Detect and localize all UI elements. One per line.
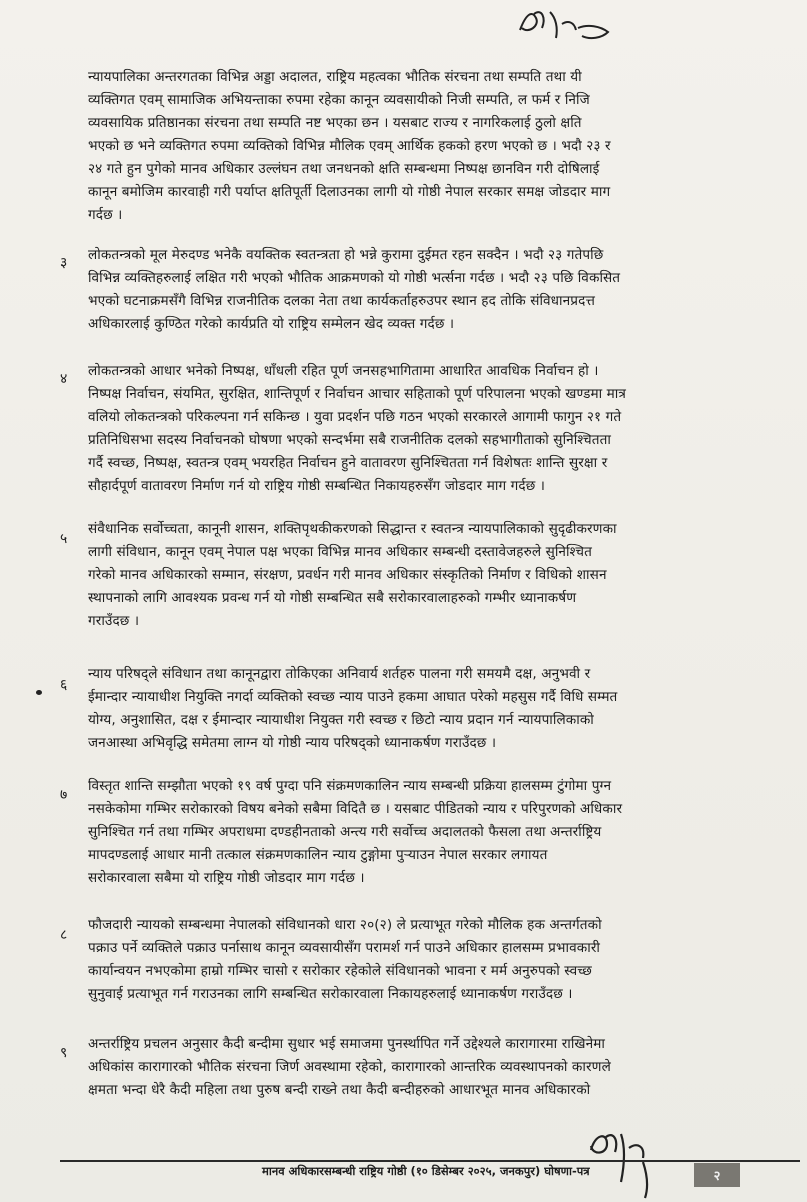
paragraph-number-5: ५ xyxy=(60,531,68,547)
paragraph-9: अन्तर्राष्ट्रिय प्रचलन अनुसार कैदी बन्दीमा सुधार भई समाजमा पुनर्स्थापित गर्ने उद्देश्यले कारागारमा राखिनेमा अधिकांस कारागारको भौतिक संरचना जिर्ण अवस्थामा रहेको, कारागारको आन्तरिक व्यवस्थापनको कारणले क्षमता भन्दा धेरै कैदी महिला तथा पुरुष बन्दी राख्ने तथा कैदी बन्दीहरुको आधारभूत मानव अधिकारको xyxy=(88,1036,611,1098)
page-number: २ xyxy=(694,1163,740,1187)
signature-bottom xyxy=(585,1122,675,1202)
paragraph-8: फौजदारी न्यायको सम्बन्धमा नेपालको संविधानको धारा २०(२) ले प्रत्याभूत गरेको मौलिक हक अन्तर्गतको पक्राउ पर्ने व्यक्तिले पक्राउ पर्नासाथ कानून व्यवसायीसँग परामर्श गर्न पाउने अधिकार हालसम्म प्रभावकारी कार्यान्वयन नभएकोमा हाम्रो गम्भिर चासो र सरोकार रहेकोले संविधानको भावना र मर्म अनुरुपको स्वच्छ सुनुवाई प्रत्याभूत गर्न गराउनका लागि सम्बन्धित सरोकारवाला निकायहरुलाई ध्यानाकर्षण गराउँदछ । xyxy=(88,917,602,1002)
paragraph-continued: न्यायपालिका अन्तरगतका विभिन्न अड्डा अदालत, राष्ट्रिय महत्वका भौतिक संरचना तथा सम्पति तथा यी व्यक्तिगत एवम् सामाजिक अभियन्ताका रुपमा रहेका कानून व्यवसायीको निजी सम्पति, ल फर्म र निजि व्यवसायिक प्रतिष्ठानका संरचना तथा सम्पति नष्ट भएका छन । यसबाट राज्य र नागरिकलाई ठुलो क्षति भएको छ भने व्यक्तिगत रुपमा व्यक्तिको विभिन्न मौलिक एवम् आर्थिक हकको हरण भएको छ । भदौ २३ र २४ गते हुन पुगेको मानव अधिकार उल्लंघन तथा जनधनको क्षति सम्बन्धमा निष्पक्ष छानविन गरी दोषिलाई कानून बमोजिम कारवाही गरी पर्याप्त क्षतिपूर्ती दिलाउनका लागी यो गोष्ठी नेपाल सरकार समक्ष जोडदार माग गर्दछ । xyxy=(88,69,611,223)
paragraph-number-7: ७ xyxy=(60,787,68,803)
paragraph-5: संवैधानिक सर्वोच्चता, कानूनी शासन, शक्तिपृथकीकरणको सिद्धान्त र स्वतन्त्र न्यायपालिकाको सुदृढीकरणका लागी संविधान, कानून एवम् नेपाल पक्ष भएका विभिन्न मानव अधिकार सम्बन्धी दस्तावेजहरुले सुनिश्चित गरेको मानव अधिकारको सम्मान, संरक्षण, प्रवर्धन गरी मानव अधिकार संस्कृतिको निर्माण र विधिको शासन स्थापनाको लागि आवश्यक प्रवन्ध गर्न यो गोष्ठी सम्बन्धित सबै सरोकारवालाहरुको गम्भीर ध्यानाकर्षण गराउँदछ । xyxy=(88,521,617,629)
signature-top xyxy=(512,4,632,52)
paragraph-number-6: ६ xyxy=(60,677,68,693)
paragraph-number-8: ८ xyxy=(60,927,68,943)
footer-rule xyxy=(60,1160,800,1162)
paragraph-number-9: ९ xyxy=(60,1045,68,1061)
footer-title: मानव अधिकारसम्बन्धी राष्ट्रिय गोष्ठी (१० डिसेम्बर २०२५, जनकपुर) घोषणा-पत्र xyxy=(262,1164,590,1178)
paragraph-7: विस्तृत शान्ति सम्झौता भएको १९ वर्ष पुग्दा पनि संक्रमणकालिन न्याय सम्बन्धी प्रक्रिया हालसम्म टुंगोमा पुग्न नसकेकोमा गम्भिर सरोकारको विषय बनेको सबैमा विदितै छ । यसबाट पीडितको न्याय र परिपुरणको अधिकार सुनिश्चित गर्न तथा गम्भिर अपराधमा दण्डहीनताको अन्त्य गरी सर्वोच्च अदालतको फैसला तथा अन्तर्राष्ट्रिय मापदण्डलाई आधार मानी तत्काल संक्रमणकालिन न्याय टुङ्गोमा पुऱ्याउन नेपाल सरकार लगायत सरोकारवाला सबैमा यो राष्ट्रिय गोष्ठी जोडदार माग गर्दछ । xyxy=(88,778,623,886)
paragraph-6: न्याय परिषद्ले संविधान तथा कानूनद्वारा तोकिएका अनिवार्य शर्तहरु पालना गरी समयमै दक्ष, अनुभवी र ईमान्दार न्यायाधीश नियुक्ति नगर्दा व्यक्तिको स्वच्छ न्याय पाउने हकमा आघात परेको महसुस गर्दै विधि सम्मत योग्य, अनुशासित, दक्ष र ईमान्दार न्यायाधीश नियुक्त गरी स्वच्छ र छिटो न्याय प्रदान गर्न न्यायपालिकाको जनआस्था अभिवृद्धि समेतमा लाग्न यो गोष्ठी न्याय परिषद्को ध्यानाकर्षण गराउँदछ । xyxy=(88,666,618,751)
paragraph-4: लोकतन्त्रको आधार भनेको निष्पक्ष, धाँधली रहित पूर्ण जनसहभागितामा आधारित आवधिक निर्वाचन हो । निष्पक्ष निर्वाचन, संयमित, सुरक्षित, शान्तिपूर्ण र निर्वाचन आचार सहिताको पूर्ण परिपालना भएको खण्डमा मात्र वलियो लोकतन्त्रको परिकल्पना गर्न सकिन्छ । युवा प्रदर्शन पछि गठन भएको सरकारले आगामी फागुन २१ गते प्रतिनिधिसभा सदस्य निर्वाचनको घोषणा भएको सन्दर्भमा सबै राजनीतिक दलको सहभागीताको सुनिश्चितता गर्दै स्वच्छ, निष्पक्ष, स्वतन्त्र एवम् भयरहित निर्वाचन हुने वातावरण सुनिश्चितता गर्न विशेषतः शान्ति सुरक्षा र सौहार्दपूर्ण वातावरण निर्माण गर्न यो राष्ट्रिय गोष्ठी सम्बन्धित निकायहरुसँग जोडदार माग गर्दछ । xyxy=(88,363,626,494)
paragraph-3: लोकतन्त्रको मूल मेरुदण्ड भनेकै वयक्तिक स्वतन्त्रता हो भन्ने कुरामा दुईमत रहन सक्दैन । भदौ २३ गतेपछि विभिन्न व्यक्तिहरुलाई लक्षित गरी भएको भौतिक आक्रमणको यो गोष्ठी भर्त्सना गर्दछ । भदौ २३ पछि विकसित भएको घटनाक्रमसँगै विभिन्न राजनीतिक दलका नेता तथा कार्यकर्ताहरुउपर स्थान हद तोकि संविधानप्रदत्त अधिकारलाई कुण्ठित गरेको कार्यप्रति यो राष्ट्रिय सम्मेलन खेद व्यक्त गर्दछ । xyxy=(88,247,621,332)
ink-mark xyxy=(36,690,42,695)
paragraph-number-4: ४ xyxy=(60,371,68,387)
paragraph-number-3: ३ xyxy=(60,255,68,271)
